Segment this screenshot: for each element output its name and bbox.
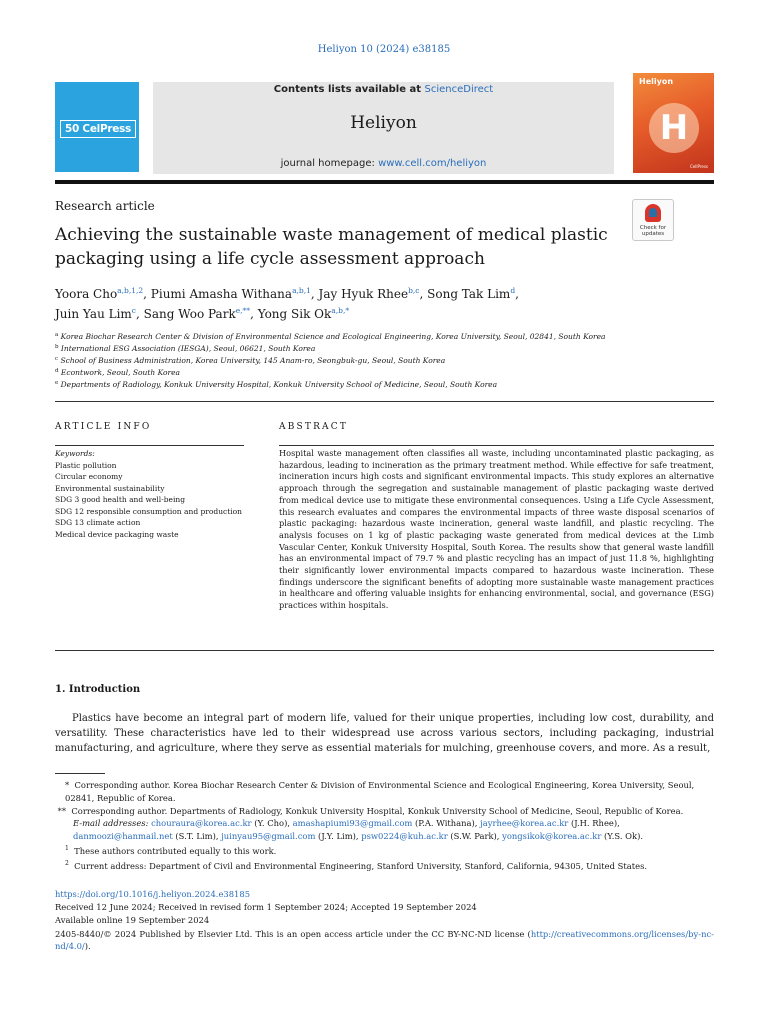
keyword-item: SDG 13 climate action [55, 518, 141, 527]
footnote-text: These authors contributed equally to this work. [74, 845, 277, 856]
author-separator: , [515, 287, 519, 301]
footnote-mark: * [65, 780, 70, 790]
affiliation-mark: c [55, 356, 59, 362]
article-type: Research article [55, 199, 155, 213]
keyword-item: SDG 12 responsible consumption and production [55, 506, 243, 516]
journal-name: Heliyon [350, 113, 417, 133]
journal-header [153, 82, 614, 174]
author-affiliation-marks[interactable]: c [131, 306, 136, 315]
footnote-mark: ** [57, 805, 67, 816]
author-affiliation-marks[interactable]: e,** [235, 306, 251, 315]
corresponding-author-2 [55, 805, 714, 818]
cover-letter: H [659, 108, 689, 148]
author-affiliation-marks[interactable]: a,b,1 [292, 286, 311, 295]
license-link[interactable]: http://creativecommons.org/licenses/by-nc-nd/4.0/ [55, 929, 714, 951]
section-rule-top [55, 401, 714, 402]
affiliation-item [55, 355, 715, 367]
email-owner: (S.T. Lim), [172, 831, 222, 842]
author-list [55, 284, 655, 324]
footnotes [55, 779, 714, 872]
affiliation-text: Econtwork, Seoul, South Korea [60, 368, 181, 377]
email-owner: (J.Y. Lim), [315, 831, 362, 842]
author-name[interactable]: Sang Woo Park [143, 307, 236, 321]
license-suffix: ). [84, 941, 91, 951]
author-affiliation-marks[interactable]: a,b,* [331, 306, 350, 315]
email-owner: (S.W. Park), [447, 831, 503, 842]
email-label: E-mail addresses: [73, 818, 149, 829]
author-separator: , [419, 287, 428, 301]
sciencedirect-link[interactable]: ScienceDirect [424, 84, 494, 95]
homepage-link[interactable]: www.cell.com/heliyon [378, 158, 487, 169]
email-link[interactable]: psw0224@kuh.ac.kr [361, 831, 448, 842]
affiliation-mark: e [55, 380, 59, 386]
author-name[interactable]: Juin Yau Lim [55, 307, 132, 321]
contents-line [153, 84, 614, 95]
keyword-item: Plastic pollution [55, 460, 117, 470]
check-updates-icon [645, 204, 661, 222]
keywords-block [55, 448, 244, 540]
homepage-prefix: journal homepage: [280, 158, 379, 169]
section-rule-bottom [55, 650, 714, 651]
author-affiliation-marks[interactable]: a,b,1,2 [117, 286, 144, 295]
author-name[interactable]: Yoora Cho [55, 287, 118, 301]
email-link[interactable]: danmoozi@hanmail.net [73, 831, 173, 842]
email-link[interactable]: yongsikok@korea.ac.kr [502, 831, 602, 842]
article-info-rule [55, 445, 244, 446]
affiliation-mark: b [55, 344, 59, 350]
corresponding-author-1 [55, 779, 714, 805]
affiliation-text: Korea Biochar Research Center & Division of Environmental Science and Ecological Engineering, Korea University, Seoul, 02841, South Korea [60, 332, 606, 341]
affiliation-text: Departments of Radiology, Konkuk University Hospital, Konkuk University School of Medicine, Seoul, South Korea [60, 380, 498, 389]
contents-prefix: Contents lists available at [273, 84, 425, 95]
abstract-text: Hospital waste management often classifies all waste, including uncontaminated plastic packaging, as hazardous, leading to incineration as the primary treatment method. While effective for safe treatment, incineration incurs high costs and significant environmental impacts. This study explores an alternative approach through the segregation and sustainable management of plastic packaging waste derived from medical device use to mitigate these environmental consequences. Using a Life Cycle Assessment, this research evaluates and compares the environmental impacts of three waste disposal scenarios of plastic packaging: hazardous waste incineration, general waste landfill, and plastic recycling. The analysis focuses on 1 kg of plastic packaging waste generated from medical devices at the Limb Vascular Center, Konkuk University Hospital, South Korea. The results show that general waste landfill has an environmental impact of 79.7 % and plastic recycling has an impact of just 11.8 %, highlighting their significantly lower environmental impacts compared to hazardous waste incineration. These findings underscore the significant benefits of adopting more sustainable waste management practices in healthcare and offering valuable insights for enhancing environmental, social, and governance (ESG) practices within hospitals. [279, 448, 714, 611]
header-rule [55, 180, 714, 184]
abstract-rule [279, 445, 714, 446]
author-name[interactable]: Song Tak Lim [427, 287, 511, 301]
email-link[interactable]: jayrhee@korea.ac.kr [480, 818, 569, 829]
footnote-text: Corresponding author. Departments of Radiology, Konkuk University Hospital, Konkuk University School of Medicine, Seoul, Republic of Korea. [71, 805, 684, 816]
license-text: 2405-8440/© 2024 Published by Elsevier Ltd. This is an open access article under the CC BY-NC-ND license ( [55, 929, 531, 939]
email-owner: (Y.S. Ok). [601, 831, 644, 842]
keyword-list [55, 460, 244, 541]
footnote-text: Current address: Department of Civil and Environmental Engineering, Stanford University, Stanford, California, 94305, United States. [74, 860, 648, 871]
email-addresses [55, 817, 714, 843]
cover-title: Heliyon [639, 77, 674, 86]
affiliation-mark: a [55, 332, 59, 338]
affiliation-item [55, 331, 715, 343]
footnote-rule [55, 773, 105, 774]
author-separator: , [143, 287, 151, 301]
introduction-heading: 1. Introduction [55, 684, 141, 695]
email-owner: (P.A. Withana), [412, 818, 481, 829]
introduction-text: Plastics have become an integral part of modern life, valued for their unique properties, including low cost, durability, and versatility. These characteristics have led to their widespread use across various sectors, including packaging, industrial manufacturing, and agriculture, where they serve as essential materials for mulching, greenhouse covers, and more. As a result, [55, 713, 714, 754]
available-online: Available online 19 September 2024 [55, 915, 210, 925]
author-affiliation-marks[interactable]: b,c [408, 286, 420, 295]
keyword-item: Environmental sustainability [55, 483, 165, 493]
doi-link[interactable]: https://doi.org/10.1016/j.heliyon.2024.e38185 [55, 889, 251, 899]
footnote-mark: 1 [65, 844, 69, 852]
author-name[interactable]: Jay Hyuk Rhee [318, 287, 409, 301]
article-info-heading: ARTICLE INFO [55, 422, 152, 432]
check-updates-label: Check for updates [639, 225, 667, 237]
affiliation-item [55, 367, 715, 379]
author-separator: , [136, 307, 144, 321]
email-owner: (J.H. Rhee), [568, 818, 620, 829]
affiliation-text: International ESG Association (IESGA), Seoul, 06621, South Korea [60, 344, 316, 353]
keyword-item: Medical device packaging waste [55, 529, 179, 539]
email-link[interactable]: juinyau95@gmail.com [221, 831, 316, 842]
abstract-heading: ABSTRACT [279, 422, 349, 432]
footnote-2 [55, 858, 714, 873]
journal-cover-image[interactable] [633, 73, 714, 173]
check-for-updates-button[interactable] [632, 199, 674, 241]
cover-publisher: CellPress [689, 164, 708, 169]
email-link[interactable]: amashapiumi93@gmail.com [292, 818, 413, 829]
affiliation-item [55, 379, 715, 391]
footnote-mark: 2 [65, 859, 69, 867]
author-affiliation-marks[interactable]: d [510, 286, 516, 295]
homepage-line [153, 158, 614, 169]
author-separator: , [250, 307, 258, 321]
author-separator: , [310, 287, 319, 301]
footnote-1 [55, 843, 714, 858]
email-owner: (Y. Cho), [251, 818, 293, 829]
keywords-label: Keywords: [55, 449, 95, 458]
keyword-item: Circular economy [55, 472, 123, 481]
keyword-item: SDG 3 good health and well-being [55, 495, 186, 504]
cellpress-logo-text: 50 CelPress [60, 120, 136, 138]
journal-reference[interactable]: Heliyon 10 (2024) e38185 [317, 44, 451, 55]
affiliation-text: School of Business Administration, Korea University, 145 Anam-ro, Seongbuk-gu, Seoul, South Korea [60, 356, 446, 365]
affiliation-mark: d [55, 368, 59, 374]
license-statement [55, 928, 714, 952]
author-name[interactable]: Yong Sik Ok [257, 307, 332, 321]
email-link[interactable]: chouraura@korea.ac.kr [151, 818, 252, 829]
affiliations [55, 331, 715, 391]
cellpress-logo[interactable] [55, 82, 139, 172]
footnote-text: Corresponding author. Korea Biochar Research Center & Division of Environmental Science and Ecological Engineering, Korea University, Seoul, 02841, Republic of Korea. [65, 780, 695, 803]
author-name[interactable]: Piumi Amasha Withana [150, 287, 293, 301]
article-title: Achieving the sustainable waste management of medical plastic packaging using a life cycle assessment approach [55, 225, 608, 269]
received-dates: Received 12 June 2024; Received in revised form 1 September 2024; Accepted 19 September 2024 [55, 902, 477, 912]
affiliation-item [55, 343, 715, 355]
